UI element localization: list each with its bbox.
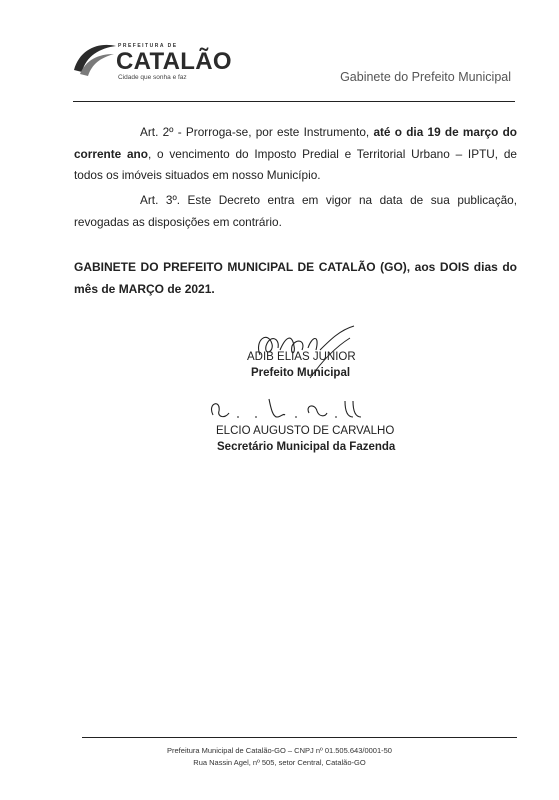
article-2-rest: , o vencimento do Imposto Predial e Territorial Urbano – IPTU, de todos os imóveis situados em nosso Município. [74, 146, 517, 182]
secretary-role: Secretário Municipal da Fazenda [217, 441, 396, 453]
mayor-role: Prefeito Municipal [251, 367, 351, 379]
secretary-signature [205, 395, 365, 425]
article-2-paragraph [74, 122, 517, 187]
mayor-name: ADIB ELIAS JUNIOR [247, 351, 356, 363]
header-divider [73, 101, 515, 102]
logo-name: CATALÃO [116, 48, 232, 75]
article-2-lead: Art. 2º - Prorroga-se, por este Instrumento, [140, 125, 374, 139]
footer-line-1: Prefeitura Municipal de Catalão-GO – CNPJ nº 01.505.643/0001-50 [167, 746, 392, 755]
closing-paragraph: GABINETE DO PREFEITO MUNICIPAL DE CATALÃO (GO), aos DOIS dias do mês de MARÇO de 2021. [74, 260, 517, 296]
logo-tagline: Cidade que sonha e faz [118, 74, 187, 81]
logo-small-text: PREFEITURA DE [118, 43, 178, 49]
article-3-paragraph [74, 190, 517, 233]
prefeitura-logo [70, 40, 260, 90]
footer-divider [82, 737, 517, 738]
article-3-text: Art. 3º. Este Decreto entra em vigor na data de sua publicação, revogadas as disposições em contrário. [74, 193, 517, 229]
swoosh-logo-icon [70, 40, 118, 80]
secretary-name: ELCIO AUGUSTO DE CARVALHO [216, 425, 395, 437]
footer-line-2: Rua Nassin Agel, nº 505, setor Central, Catalão-GO [193, 758, 366, 767]
article-2-bold: até o dia 19 de março do corrente ano [74, 125, 517, 161]
office-title: Gabinete do Prefeito Municipal [340, 70, 511, 84]
